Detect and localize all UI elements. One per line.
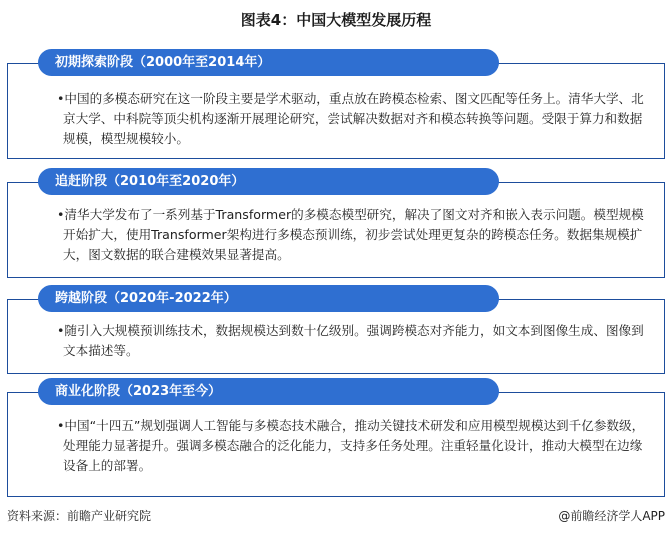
stage-label: 跨越阶段（2020年-2022年） xyxy=(38,285,499,312)
stage-description: •清华大学发布了一系列基于Transformer的多模态模型研究，解决了图文对齐和嵌入表示问题。模型规模开始扩大，使用Transformer架构进行多模态预训练，初步尝试处理更复杂的跨模态任务。数据集规模扩大，图文数据的联合建模效果显著提高。 xyxy=(57,207,644,262)
stage-description: •中国“十四五”规划强调人工智能与多模态技术融合，推动关键技术研发和应用模型规模达到千亿参数级，处理能力显著提升。强调多模态融合的泛化能力，支持多任务处理。注重轻量化设计，推动大模型在边缘设备上的部署。 xyxy=(57,418,645,473)
chart-title: 图表4：中国大模型发展历程 xyxy=(240,11,432,29)
stage-label: 商业化阶段（2023年至今） xyxy=(38,378,499,405)
brand-credit: @前瞻经济学人APP xyxy=(558,509,665,523)
stage-description: •中国的多模态研究在这一阶段主要是学术驱动，重点放在跨模态检索、图文匹配等任务上。清华大学、北京大学、中科院等顶尖机构逐渐开展理论研究，尝试解决数据对齐和模态转换等问题。受限于算力和数据规模，模型规模较小。 xyxy=(57,91,644,146)
source-note: 资料来源：前瞻产业研究院 xyxy=(7,509,152,523)
stage-description: •随引入大规模预训练技术，数据规模达到数十亿级别。强调跨模态对齐能力，如文本到图像生成、图像到文本描述等。 xyxy=(57,323,644,358)
stage-label: 初期探索阶段（2000年至2014年） xyxy=(38,49,499,76)
stage-label: 追赶阶段（2010年至2020年） xyxy=(38,168,499,195)
